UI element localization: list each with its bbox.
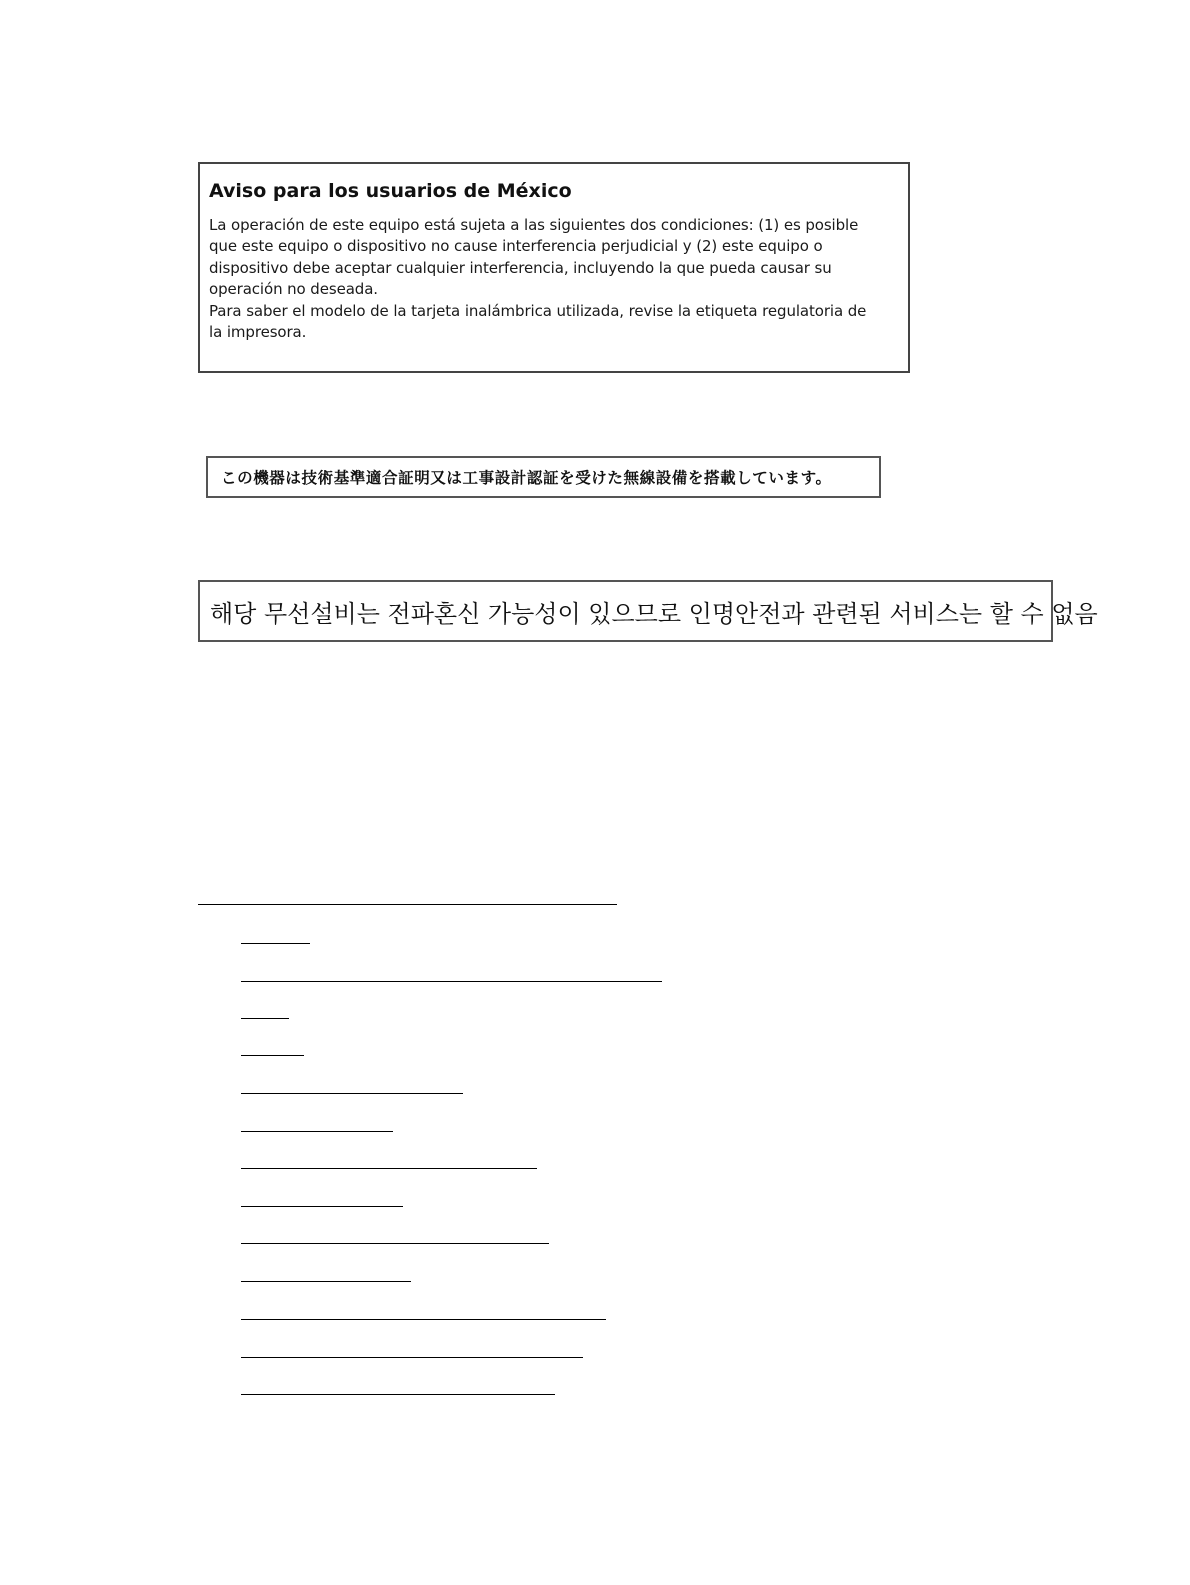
toc-link[interactable] bbox=[241, 1394, 555, 1395]
toc-link[interactable] bbox=[241, 1131, 393, 1132]
korea-notice-box bbox=[198, 580, 1098, 642]
toc-link[interactable] bbox=[241, 943, 310, 944]
korea-notice-text: 해당 무선설비는 전파혼신 가능성이 있으므로 인명안전과 관련된 서비스는 할 수 없음 bbox=[210, 599, 1098, 628]
toc-link[interactable] bbox=[241, 981, 662, 982]
mexico-notice-line: dispositivo debe aceptar cualquier interferencia, incluyendo la que pueda causar su bbox=[209, 258, 832, 277]
toc-link[interactable] bbox=[241, 1018, 289, 1019]
mexico-notice-line: Para saber el modelo de la tarjeta inalámbrica utilizada, revise la etiqueta regulatoria de bbox=[209, 301, 867, 320]
mexico-notice-line: la impresora. bbox=[209, 323, 307, 342]
toc-link[interactable] bbox=[241, 1055, 304, 1056]
toc-link[interactable] bbox=[241, 1357, 583, 1358]
toc-link[interactable] bbox=[241, 1093, 463, 1094]
toc-section-link[interactable] bbox=[198, 904, 617, 905]
toc-link[interactable] bbox=[241, 1319, 606, 1320]
mexico-notice-line: La operación de este equipo está sujeta a las siguientes dos condiciones: (1) es posible bbox=[209, 216, 859, 234]
japan-notice-box bbox=[206, 456, 881, 498]
mexico-notice-line: operación no deseada. bbox=[209, 280, 378, 299]
toc-link[interactable] bbox=[241, 1168, 537, 1169]
mexico-notice-line: que este equipo o dispositivo no cause interferencia perjudicial y (2) este equipo o bbox=[209, 237, 823, 256]
japan-notice-text: この機器は技術基準適合証明又は工事設計認証を受けた無線設備を搭載しています。 bbox=[221, 469, 832, 487]
mexico-notice-box bbox=[198, 162, 910, 373]
toc-link[interactable] bbox=[241, 1243, 549, 1244]
toc-link[interactable] bbox=[241, 1206, 403, 1207]
toc-link[interactable] bbox=[241, 1281, 411, 1282]
mexico-notice-heading: Aviso para los usuarios de México bbox=[209, 180, 572, 202]
